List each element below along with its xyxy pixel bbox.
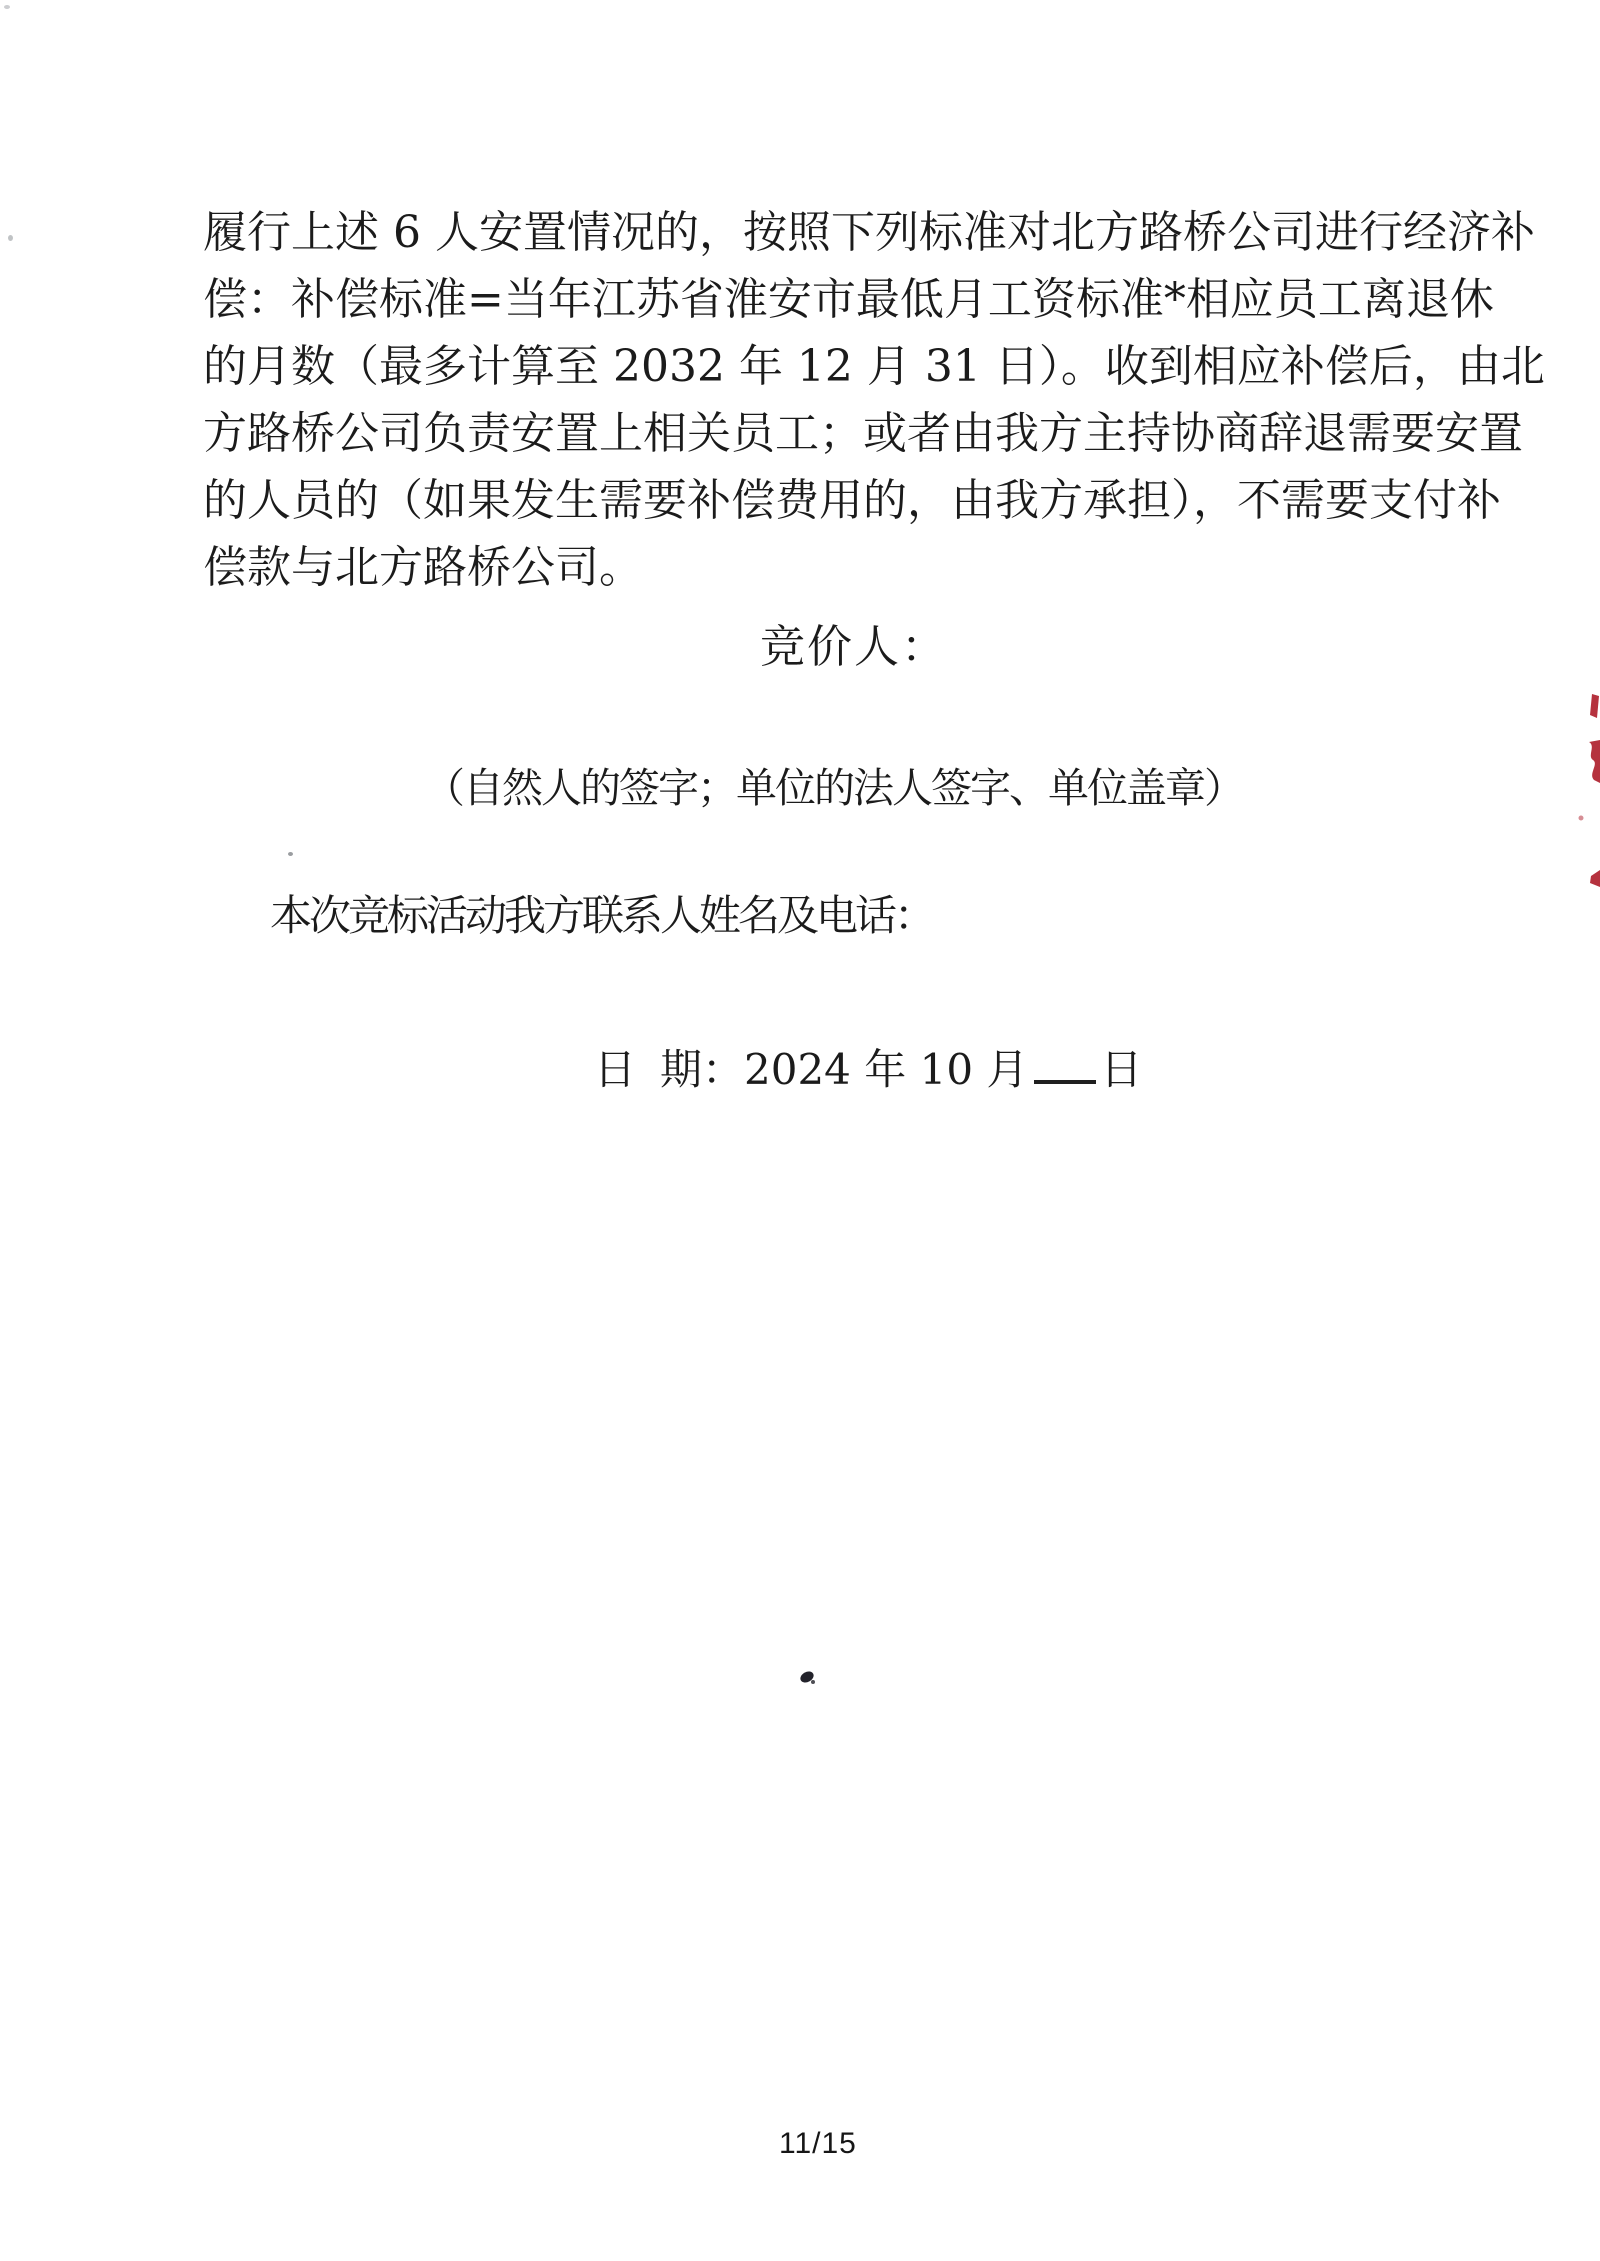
red-mark-tick: [1590, 694, 1599, 718]
paragraph-line: 的月数（最多计算至 2032 年 12 月 31 日）。收到相应补偿后，由北: [203, 341, 1545, 392]
bidder-label: 竞价人：: [760, 620, 949, 673]
paragraph-line: 方路桥公司负责安置上相关员工；或者由我方主持协商辞退需要安置: [203, 408, 1523, 459]
paragraph-line: 偿款与北方路桥公司。: [203, 542, 643, 593]
dust-speck: [4, 5, 10, 9]
date-day-label: 日: [594, 1044, 637, 1094]
ink-blot-satellite: [811, 1680, 815, 1684]
signature-note: （自然人的签字；单位的法人签字、单位盖章）: [424, 764, 1243, 812]
red-mark-dot: [1579, 816, 1584, 821]
ink-blot: [798, 1670, 818, 1686]
red-edge-marks: [1576, 686, 1600, 896]
contact-line: 本次竞标活动我方联系人姓名及电话：: [270, 891, 934, 940]
red-mark-blob: [1590, 870, 1600, 887]
dust-speck: [288, 852, 293, 856]
page-number: 11/15: [779, 2127, 857, 2160]
red-mark-squiggle: [1589, 740, 1600, 783]
date-day-suffix: 日: [1100, 1044, 1143, 1094]
date-line: [594, 1040, 1142, 1095]
paragraph-line: 履行上述 6 人安置情况的，按照下列标准对北方路桥公司进行经济补: [203, 207, 1535, 258]
date-text: 期：2024 年 10 月: [660, 1044, 1029, 1094]
date-day-blank: [1034, 1040, 1096, 1084]
paragraph-line: 的人员的（如果发生需要补偿费用的，由我方承担），不需要支付补: [203, 475, 1501, 526]
paragraph-line: 偿：补偿标准=当年江苏省淮安市最低月工资标准*相应员工离退休: [203, 274, 1494, 325]
dust-speck: [8, 235, 13, 241]
compensation-paragraph: [203, 199, 1545, 601]
